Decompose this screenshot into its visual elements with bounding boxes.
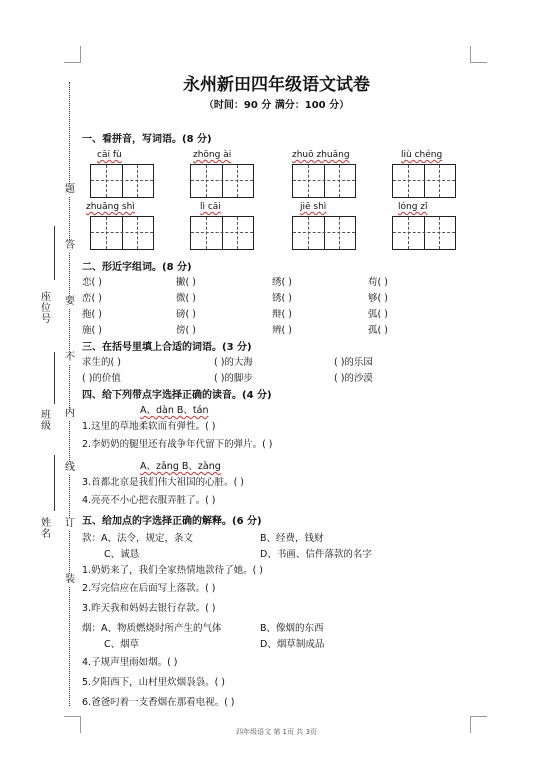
fill-item[interactable]: ( )的乐园 xyxy=(334,357,373,368)
definition: C、烟草 xyxy=(104,639,140,650)
seat-number-label: 座位号 xyxy=(41,292,51,325)
class-label: 班级 xyxy=(41,410,51,432)
word-item[interactable]: 辨( ) xyxy=(272,325,292,336)
question[interactable]: 4.子规声里雨如烟。( ) xyxy=(82,657,178,668)
question[interactable]: 3.昨天我和妈妈去银行存款。( ) xyxy=(82,603,216,614)
definition: D、烟草制成品 xyxy=(260,639,325,650)
fill-item[interactable]: ( )的大海 xyxy=(214,357,253,368)
binding-char: 题 xyxy=(65,184,75,195)
fill-item[interactable]: 求生的( ) xyxy=(82,357,121,368)
pinyin-prompt: zhuāng shì xyxy=(86,202,135,212)
word-item[interactable]: 微( ) xyxy=(176,293,196,304)
writing-grid[interactable] xyxy=(392,164,456,198)
exam-info: （时间：90 分 满分：100 分） xyxy=(203,100,350,111)
section-heading: 二、形近字组词。(8 分) xyxy=(82,262,192,273)
writing-grid[interactable] xyxy=(292,164,356,198)
crop-mark-top-left xyxy=(64,46,81,63)
question[interactable]: 2.写完信应在后面写上落款。( ) xyxy=(82,583,216,594)
question[interactable]: 6.爸爸叼着一支香烟在那看电视。( ) xyxy=(82,697,235,708)
fill-item[interactable]: ( )的脚步 xyxy=(214,373,253,384)
definition: B、像烟的东西 xyxy=(260,623,324,634)
writing-grid[interactable] xyxy=(190,164,254,198)
writing-grid[interactable] xyxy=(90,164,154,198)
word-item[interactable]: 恋( ) xyxy=(82,277,102,288)
fill-item[interactable]: ( )的沙漠 xyxy=(334,373,373,384)
pinyin-prompt: lì cāi xyxy=(200,202,221,212)
word-item[interactable]: 傍( ) xyxy=(176,325,196,336)
word-item[interactable]: 拖( ) xyxy=(82,309,102,320)
crop-mark-top-right xyxy=(470,46,487,63)
word-item[interactable]: 锈( ) xyxy=(272,293,292,304)
section-heading: 五、给加点的字选择正确的解释。(6 分) xyxy=(82,516,262,527)
binding-char: 答 xyxy=(65,240,75,251)
question[interactable]: 1.奶奶来了，我们全家热情地款待了她。( ) xyxy=(82,565,263,576)
definition: 烟：A、物质燃烧时所产生的气体 xyxy=(82,623,222,634)
definition: B、经费，钱财 xyxy=(260,533,324,544)
binding-char: 订 xyxy=(65,518,75,529)
question[interactable]: 2.李奶奶的腿里还有战争年代留下的弹片。( ) xyxy=(82,439,273,450)
pinyin-prompt: liù chéng xyxy=(401,150,443,160)
binding-char: 线 xyxy=(65,462,75,473)
reading-options: A、zāng B、zàng xyxy=(140,461,221,472)
pinyin-prompt: cāi fù xyxy=(97,150,122,160)
section-heading: 一、看拼音，写词语。(8 分) xyxy=(82,134,212,145)
pinyin-prompt: jiē shì xyxy=(300,202,327,212)
reading-options: A、dàn B、tán xyxy=(140,405,209,416)
writing-grid[interactable] xyxy=(292,216,356,250)
section-heading: 三、在括号里填上合适的词语。(3 分) xyxy=(82,342,252,353)
writing-grid[interactable] xyxy=(90,216,154,250)
word-item[interactable]: 孤( ) xyxy=(368,325,388,336)
page-footer: 四年级语文 第 1页 共 3页 xyxy=(236,728,317,736)
definition: C、诚恳 xyxy=(104,549,140,560)
name-line xyxy=(54,455,55,511)
writing-grid[interactable] xyxy=(392,216,456,250)
binding-char: 不 xyxy=(65,352,75,363)
binding-char: 要 xyxy=(65,296,75,307)
word-item[interactable]: 弧( ) xyxy=(368,309,388,320)
definition: D、书画、信件落款的名字 xyxy=(260,549,372,560)
fill-item[interactable]: ( )的价值 xyxy=(82,373,121,384)
definition: 款：A、法令，规定，条文 xyxy=(82,533,193,544)
pinyin-prompt: lóng zǐ xyxy=(398,202,428,212)
word-item[interactable]: 苟( ) xyxy=(368,277,388,288)
pinyin-prompt: zhuō zhuāng xyxy=(292,150,350,160)
binding-dotted-line xyxy=(69,82,70,706)
page-title: 永州新田四年级语文试卷 xyxy=(183,75,370,95)
pinyin-prompt: zhōng ài xyxy=(193,150,232,160)
question[interactable]: 3.首都北京是我们伟大祖国的心脏。( ) xyxy=(82,477,244,488)
word-item[interactable]: 峦( ) xyxy=(82,293,102,304)
word-item[interactable]: 磅( ) xyxy=(176,309,196,320)
section-heading: 四、给下列带点字选择正确的读音。(4 分) xyxy=(82,390,272,401)
word-item[interactable]: 绣( ) xyxy=(272,277,292,288)
writing-grid[interactable] xyxy=(190,216,254,250)
seat-number-line xyxy=(54,226,55,280)
word-item[interactable]: 辩( ) xyxy=(272,309,292,320)
question[interactable]: 5.夕阳西下，山村里炊烟袅袅。( ) xyxy=(82,677,225,688)
word-item[interactable]: 撇( ) xyxy=(176,277,196,288)
question[interactable]: 1.这里的草地柔软而有弹性。( ) xyxy=(82,421,216,432)
binding-char: 装 xyxy=(65,574,75,585)
binding-char: 内 xyxy=(65,408,75,419)
question[interactable]: 4.亮亮不小心把衣服弄脏了。( ) xyxy=(82,495,216,506)
name-label: 姓名 xyxy=(41,518,51,540)
class-line xyxy=(54,352,55,404)
word-item[interactable]: 施( ) xyxy=(82,325,102,336)
word-item[interactable]: 够( ) xyxy=(368,293,388,304)
